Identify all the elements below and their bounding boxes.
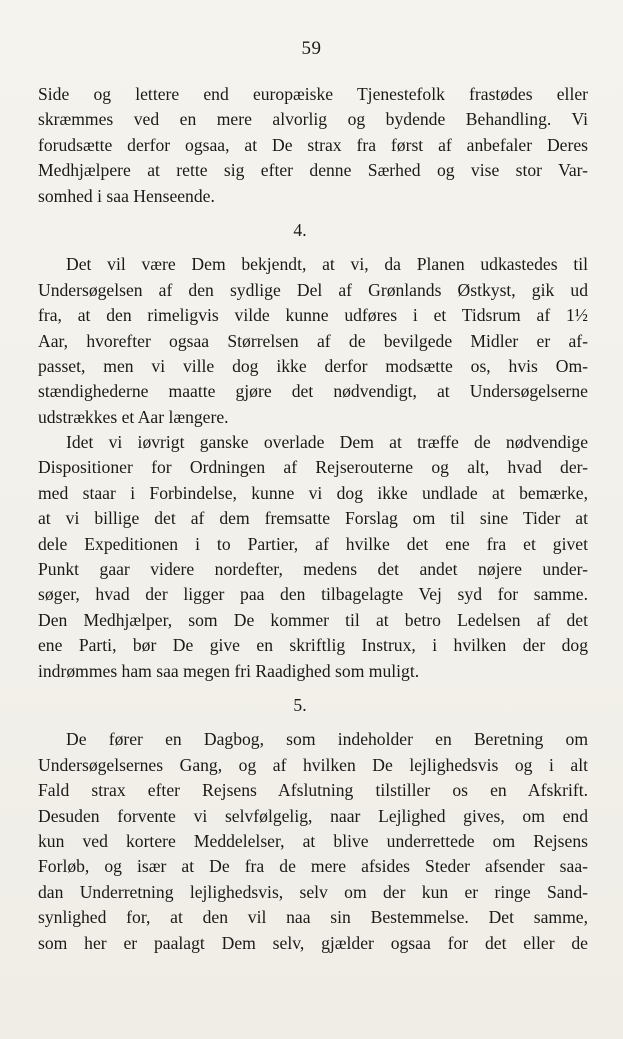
text-line: at vi billige det af dem fremsatte Forslag om til sine Tider at <box>38 508 588 529</box>
text-line: Punkt gaar videre nordefter, medens det andet nøjere under- <box>38 559 588 580</box>
paragraph <box>38 727 588 956</box>
body-text <box>38 82 588 956</box>
text-line: Medhjælpere at rette sig efter denne Særhed og vise stor Var- <box>38 160 588 181</box>
text-line: Aar, hvorefter ogsaa Størrelsen af de bevilgede Midler er af- <box>38 330 588 351</box>
page-number: 59 <box>301 38 322 59</box>
paragraph <box>38 82 588 209</box>
section-number: 4. <box>293 219 307 240</box>
text-line: synlighed for, at den vil naa sin Bestemmelse. Det samme, <box>38 907 588 928</box>
text-line: indrømmes ham saa megen fri Raadighed som muligt. <box>38 660 420 681</box>
text-line: søger, hvad der ligger paa den tilbagelagte Vej syd for samme. <box>38 584 588 605</box>
text-line: fra, at den rimeligvis vilde kunne udføres i et Tidsrum af 1½ <box>38 305 588 326</box>
text-line: ene Parti, bør De give en skriftlig Instrux, i hvilken der dog <box>38 635 588 656</box>
text-line: Undersøgelsernes Gang, og af hvilken De lejlighedsvis og i alt <box>38 754 588 775</box>
text-line: somhed i saa Henseende. <box>38 185 215 206</box>
text-line: Fald strax efter Rejsens Afslutning tilstiller os en Afskrift. <box>38 780 588 801</box>
text-line: Side og lettere end europæiske Tjenestefolk frastødes eller <box>38 84 588 104</box>
text-line: stændighederne maatte gjøre det nødvendigt, at Undersøgelserne <box>38 381 588 402</box>
text-line: passet, men vi ville dog ikke derfor modsætte os, hvis Om- <box>38 355 588 376</box>
text-line: med staar i Forbindelse, kunne vi dog ikke undlade at bemærke, <box>38 482 588 503</box>
text-line: som her er paalagt Dem selv, gjælder ogsaa for det eller de <box>38 932 588 953</box>
text-line: De fører en Dagbog, som indeholder en Beretning om <box>66 729 588 750</box>
paragraph <box>38 430 588 684</box>
text-line: dan Underretning lejlighedsvis, selv om der kun er ringe Sand- <box>38 881 588 902</box>
paragraph <box>38 252 588 430</box>
text-line: Idet vi iøvrigt ganske overlade Dem at træffe de nødvendige <box>66 432 588 453</box>
text-line: Det vil være Dem bekjendt, at vi, da Planen udkastedes til <box>66 254 588 275</box>
text-line: Undersøgelsen af den sydlige Del af Grønlands Østkyst, gik ud <box>38 279 588 300</box>
text-line: kun ved kortere Meddelelser, at blive underrettede om Rejsens <box>38 830 588 851</box>
text-line: Dispositioner for Ordningen af Rejserouterne og alt, hvad der- <box>38 457 588 478</box>
text-line: skræmmes ved en mere alvorlig og bydende Behandling. Vi <box>38 109 588 130</box>
text-line: udstrækkes et Aar længere. <box>38 406 229 427</box>
text-line: Desuden forvente vi selvfølgelig, naar Lejlighed gives, om end <box>38 805 588 826</box>
text-line: dele Expeditionen i to Partier, af hvilke det ene fra et givet <box>38 533 588 554</box>
text-line: forudsætte derfor ogsaa, at De strax fra først af anbefaler Deres <box>38 134 588 155</box>
text-line: Forløb, og især at De fra de mere afsides Steder afsender saa- <box>38 856 588 877</box>
text-line: Den Medhjælper, som De kommer til at betro Ledelsen af det <box>38 609 588 630</box>
section-number: 5. <box>293 694 307 715</box>
